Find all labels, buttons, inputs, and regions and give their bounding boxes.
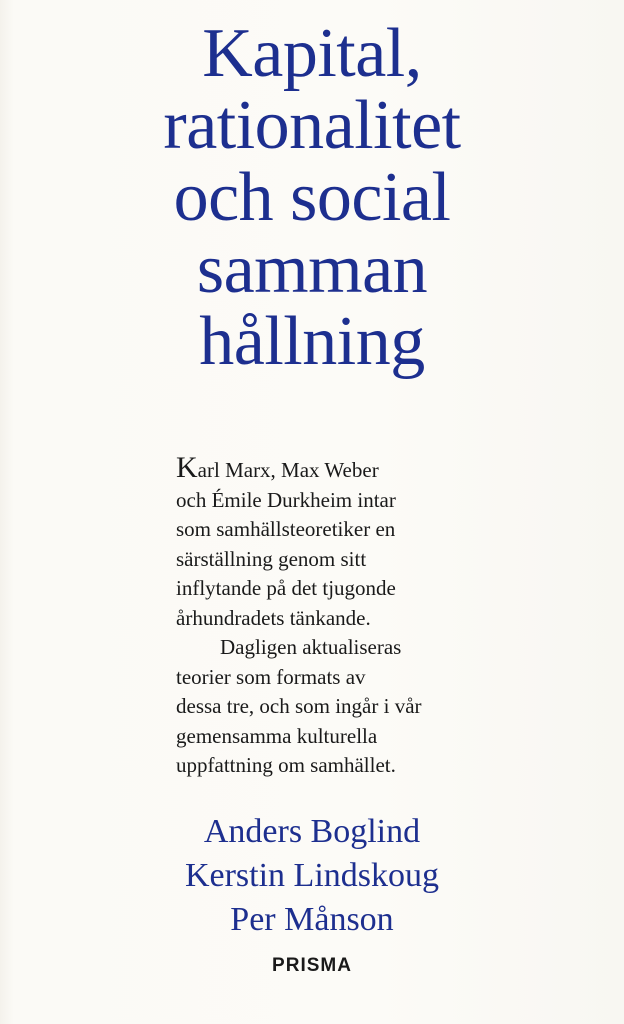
blurb-line: Dagligen aktualiseras (220, 635, 402, 659)
blurb-line-text: arl Marx, Max Weber (197, 458, 379, 482)
author-list (0, 810, 624, 942)
author-name: Anders Boglind (203, 813, 421, 850)
blurb-line: dessa tre, och som ingår i vår (176, 694, 422, 718)
title-line: rationalitet (163, 87, 461, 164)
blurb-line: särställning genom sitt (176, 546, 367, 571)
title-line: samman (196, 231, 428, 308)
title-line: och social (173, 159, 451, 236)
blurb-line: århundradets tänkande. (176, 605, 371, 630)
blurb-line: uppfattning om samhället. (176, 753, 396, 777)
cover-blurb (176, 451, 516, 781)
author-name: Per Månson (230, 901, 394, 938)
blurb-line: och Émile Durkheim intar (176, 487, 396, 512)
title-line: Kapital, (202, 15, 422, 92)
blurb-line: teorier som formats av (176, 664, 366, 689)
drop-cap: K (176, 451, 198, 484)
publisher-name: PRISMA (272, 955, 352, 976)
blurb-line: som samhällsteoretiker en (176, 517, 396, 541)
book-title (0, 15, 624, 380)
blurb-line: inflytande på det tjugonde (176, 576, 396, 600)
blurb-line: gemensamma kulturella (176, 723, 378, 748)
author-name: Kerstin Lindskoug (184, 857, 440, 894)
blurb-line (176, 451, 516, 486)
title-line: hållning (199, 303, 425, 380)
